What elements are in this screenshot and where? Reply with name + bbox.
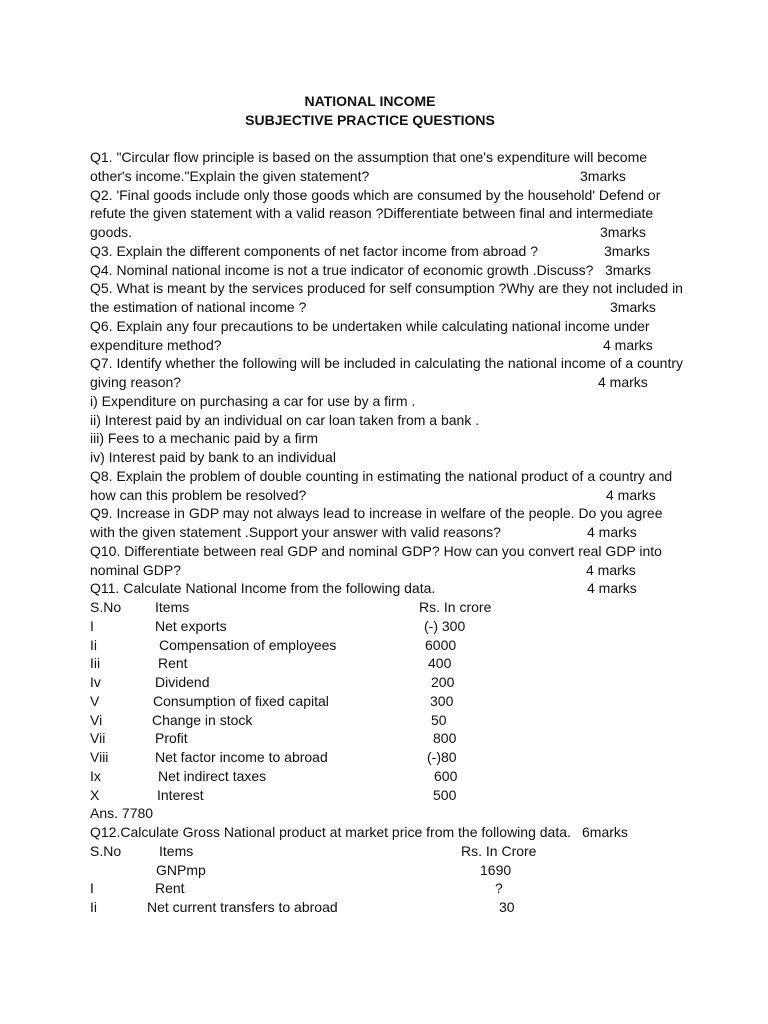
q10-line xyxy=(90,561,690,580)
row-item: Net exports xyxy=(155,617,227,634)
row-sno: Viii xyxy=(90,749,109,765)
q11-table-row xyxy=(90,636,690,655)
q7-line: Q7. Identify whether the following will be included in calculating the national income of a country xyxy=(90,355,684,372)
row-value: ? xyxy=(495,880,503,897)
q11-table-row xyxy=(90,767,690,786)
q11-table-row xyxy=(90,692,690,711)
q1-line: Q1. "Circular flow principle is based on the assumption that one's expenditure will become xyxy=(90,149,648,165)
q3-text: Q3. Explain the different components of net factor income from abroad ? xyxy=(90,242,538,259)
q2-line: Q2. 'Final goods include only those goods which are consumed by the household' Defend or xyxy=(90,186,661,203)
row-item: GNPmp xyxy=(156,861,206,878)
questions-body xyxy=(90,148,690,917)
row-value: (-) 300 xyxy=(424,617,466,634)
q3-marks: 3marks xyxy=(604,242,650,259)
q12-table-header xyxy=(90,842,690,861)
q10-text: nominal GDP? xyxy=(90,561,182,578)
q11-answer: Ans. 7780 xyxy=(90,805,154,822)
row-value: (-)80 xyxy=(427,749,457,765)
q12-header-sno: S.No xyxy=(90,842,122,859)
row-value: 500 xyxy=(433,786,457,803)
q12-text: Q12.Calculate Gross National product at market price from the following data. xyxy=(90,824,571,840)
q2-text: goods. xyxy=(90,224,133,240)
q7-item: ii) Interest paid by an individual on car loan taken from a bank . xyxy=(90,411,480,428)
q10-line: Q10. Differentiate between real GDP and nominal GDP? How can you convert real GDP into xyxy=(90,542,662,559)
q12-table-row xyxy=(90,898,690,917)
row-sno: I xyxy=(90,880,94,897)
row-item: Net factor income to abroad xyxy=(155,749,328,765)
row-sno: Ix xyxy=(90,767,101,784)
q4-text: Q4. Nominal national income is not a true indicator of economic growth .Discuss? xyxy=(90,261,594,278)
q6-text: expenditure method? xyxy=(90,336,222,353)
row-item: Consumption of fixed capital xyxy=(153,692,329,709)
row-value: 400 xyxy=(428,655,452,672)
row-item: Change in stock xyxy=(152,711,253,728)
q8-line: Q8. Explain the problem of double counting in estimating the national product of a country and xyxy=(90,467,673,484)
row-value: 800 xyxy=(433,730,457,747)
row-item: Dividend xyxy=(155,674,210,690)
q11-text: Q11. Calculate National Income from the following data. xyxy=(90,580,436,597)
q11-table-row xyxy=(90,711,690,730)
row-item: Net indirect taxes xyxy=(158,767,267,784)
row-item: Net current transfers to abroad xyxy=(147,899,338,915)
q9-line xyxy=(90,523,690,542)
q12-marks: 6marks xyxy=(582,824,628,840)
q2-marks: 3marks xyxy=(600,224,646,240)
q4-line xyxy=(90,261,690,280)
row-item: Compensation of employees xyxy=(159,636,337,653)
q7-item: iv) Interest paid by bank to an individual xyxy=(90,449,336,465)
row-value: 200 xyxy=(431,674,455,690)
q11-table-row xyxy=(90,654,690,673)
q12-header-value: Rs. In Crore xyxy=(461,842,537,859)
q8-marks: 4 marks xyxy=(606,486,656,503)
row-sno: Vi xyxy=(90,711,103,728)
row-sno: Ii xyxy=(90,899,97,915)
q1-line xyxy=(90,167,690,186)
q10-marks: 4 marks xyxy=(586,561,636,578)
row-value: 50 xyxy=(431,711,447,728)
q5-text: the estimation of national income ? xyxy=(90,299,307,315)
row-value: 600 xyxy=(434,767,458,784)
q5-marks: 3marks xyxy=(610,299,656,315)
q11-header-sno: S.No xyxy=(90,599,122,615)
q2-line: refute the given statement with a valid reason ?Differentiate between final and intermediate xyxy=(90,205,654,222)
row-value: 1690 xyxy=(480,861,512,878)
q5-line xyxy=(90,298,690,317)
row-item: Rent xyxy=(155,880,185,897)
document-title: NATIONAL INCOME xyxy=(304,93,436,109)
q11-table-row xyxy=(90,786,690,805)
q6-marks: 4 marks xyxy=(603,336,653,353)
row-sno: Iv xyxy=(90,674,101,690)
q12-table-row xyxy=(90,879,690,898)
q11-table-row xyxy=(90,729,690,748)
q11-table-row xyxy=(90,673,690,692)
row-sno: V xyxy=(90,692,100,709)
q7-item: i) Expenditure on purchasing a car for use by a firm . xyxy=(90,392,416,409)
q11-marks: 4 marks xyxy=(587,580,637,597)
q12-table-row xyxy=(90,861,690,880)
row-item: Rent xyxy=(158,655,188,672)
row-sno: X xyxy=(90,786,100,803)
q7-line xyxy=(90,373,690,392)
q11-table-row xyxy=(90,617,690,636)
q4-marks: 3marks xyxy=(605,261,651,278)
q9-line: Q9. Increase in GDP may not always lead to increase in welfare of the people. Do you agree xyxy=(90,505,663,522)
row-sno: Vii xyxy=(90,730,106,747)
q1-text: other's income."Explain the given statement? xyxy=(90,167,370,184)
q7-item: iii) Fees to a mechanic paid by a firm xyxy=(90,430,318,447)
row-item: Profit xyxy=(155,730,188,747)
q1-marks: 3marks xyxy=(580,167,626,184)
row-value: 6000 xyxy=(425,636,457,653)
q11-header-items: Items xyxy=(155,599,190,615)
row-sno: I xyxy=(90,617,94,634)
row-item: Interest xyxy=(157,786,204,803)
q9-marks: 4 marks xyxy=(587,524,637,540)
q11-header-value: Rs. In crore xyxy=(419,599,492,615)
q12-header-items: Items xyxy=(159,842,194,859)
q12-line xyxy=(90,823,690,842)
q11-table-header xyxy=(90,598,690,617)
q7-text: giving reason? xyxy=(90,374,182,390)
row-sno: Iii xyxy=(90,655,101,672)
q5-line: Q5. What is meant by the services produced for self consumption ?Why are they not included in xyxy=(90,280,683,297)
q11-table-row xyxy=(90,748,690,767)
q11-line xyxy=(90,579,690,598)
q9-text: with the given statement .Support your answer with valid reasons? xyxy=(90,524,501,540)
row-value: 300 xyxy=(430,692,454,709)
row-sno: Ii xyxy=(90,636,97,653)
q3-line xyxy=(90,242,690,261)
q6-line xyxy=(90,336,690,355)
row-value: 30 xyxy=(499,899,515,915)
q6-line: Q6. Explain any four precautions to be undertaken while calculating national income under xyxy=(90,317,650,334)
q7-marks: 4 marks xyxy=(598,374,648,390)
q8-line xyxy=(90,486,690,505)
q8-text: how can this problem be resolved? xyxy=(90,486,307,503)
q2-line xyxy=(90,223,690,242)
document-subtitle: SUBJECTIVE PRACTICE QUESTIONS xyxy=(245,112,495,128)
